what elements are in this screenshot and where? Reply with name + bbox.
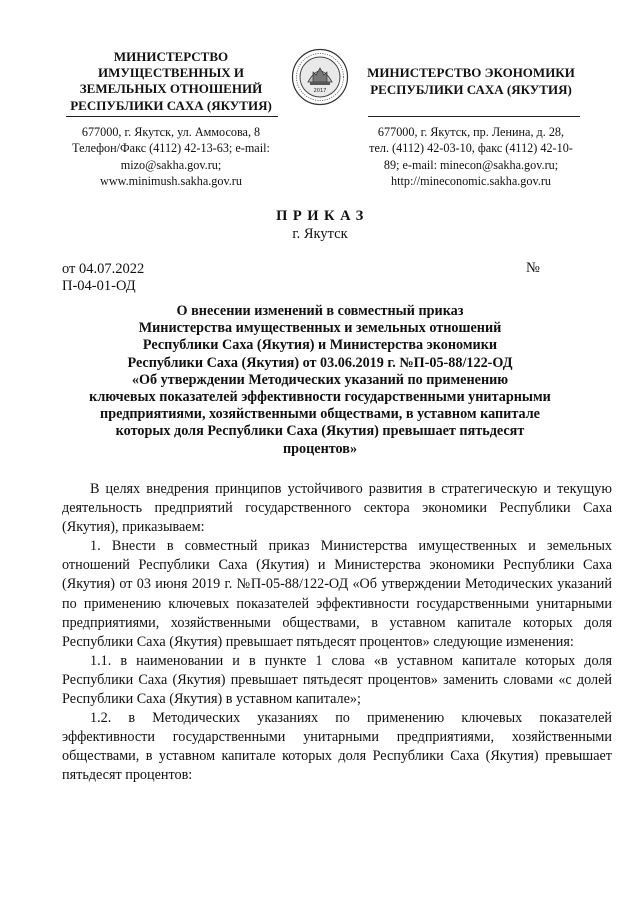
document-date: от 04.07.2022 bbox=[62, 261, 145, 277]
left-divider bbox=[66, 116, 278, 117]
right-organization-address bbox=[352, 124, 590, 190]
right-address-line: тел. (4112) 42-03-10, факс (4112) 42-10- bbox=[369, 141, 573, 156]
document-number: П-04-01-ОД bbox=[62, 278, 136, 294]
seal-year-text: 2017 bbox=[313, 88, 327, 94]
document-title bbox=[40, 303, 600, 458]
title-line: Республики Саха (Якутия) от 03.06.2019 г. №П-05-88/122-ОД bbox=[127, 354, 513, 371]
coat-of-arms-seal bbox=[291, 48, 349, 106]
left-address-line: Телефон/Факс (4112) 42-13-63; e-mail: bbox=[72, 141, 270, 156]
right-org-line: МИНИСТЕРСТВО ЭКОНОМИКИ bbox=[367, 65, 575, 80]
body-paragraph-item-1-2: 1.2. в Методических указаниях по применению ключевых показателей эффективности государственными унитарными предприятиями, хозяйственными обществами, в уставном капитале которых доля Республики Саха (Якутия) превышает пятьдесят процентов: bbox=[62, 710, 612, 784]
title-line: Республики Саха (Якутия) и Министерства экономики bbox=[142, 337, 498, 354]
left-organization-address bbox=[58, 124, 284, 190]
title-line: процентов» bbox=[282, 440, 358, 457]
document-body bbox=[62, 480, 612, 786]
left-organization-name bbox=[58, 49, 284, 114]
title-line: ключевых показателей эффективности государственными унитарными bbox=[89, 389, 551, 406]
title-line: предприятиями, хозяйственными обществами, в уставном капитале bbox=[100, 406, 540, 423]
title-line: которых доля Республики Саха (Якутия) превышает пятьдесят bbox=[115, 423, 525, 440]
left-org-line: ЗЕМЕЛЬНЫХ ОТНОШЕНИЙ bbox=[79, 81, 263, 97]
title-line: О внесении изменений в совместный приказ bbox=[176, 303, 464, 319]
title-line: Министерства имущественных и земельных отношений bbox=[138, 320, 502, 337]
left-org-line: ИМУЩЕСТВЕННЫХ И bbox=[97, 65, 244, 81]
right-address-line: 677000, г. Якутск, пр. Ленина, д. 28, bbox=[377, 125, 565, 139]
right-organization-name bbox=[354, 64, 588, 98]
left-address-line: 677000, г. Якутск, ул. Аммосова, 8 bbox=[81, 125, 261, 139]
right-org-line: РЕСПУБЛИКИ САХА (ЯКУТИЯ) bbox=[370, 82, 572, 97]
body-paragraph-item-1-1: 1.1. в наименовании и в пункте 1 слова «в уставном капитале которых доля Республики Саха (Якутия) превышает пятьдесят процентов» заменить словами «с долей Республики Саха (Якутия) в уставном капитале»; bbox=[62, 652, 612, 708]
right-address-line: 89; e-mail: minecon@sakha.gov.ru; bbox=[383, 157, 559, 172]
left-org-line: РЕСПУБЛИКИ САХА (ЯКУТИЯ) bbox=[70, 97, 272, 113]
title-line: «Об утверждении Методических указаний по применению bbox=[131, 371, 509, 388]
body-paragraph-item-1: 1. Внести в совместный приказ Министерства имущественных и земельных отношений Республики Саха (Якутия) и Министерства экономики Республики Саха (Якутия) от 03 июня 2019 г. №П-05-88/122-ОД «Об утверждении Методических указаний по применению ключевых показателей эффективности государственными унитарными предприятиями, хозяйственными обществами, в уставном капитале которых доля Республики Саха (Якутия) превышает пятьдесят процентов» следующие изменения: bbox=[62, 538, 612, 650]
right-address-line: http://mineconomic.sakha.gov.ru bbox=[391, 174, 551, 189]
coat-of-arms-icon bbox=[291, 48, 349, 106]
document-city: г. Якутск bbox=[292, 226, 348, 242]
document-number-label: № bbox=[526, 260, 540, 276]
left-address-line: mizo@sakha.gov.ru; bbox=[120, 157, 222, 172]
document-type: ПРИКАЗ bbox=[276, 208, 369, 224]
left-address-line: www.minimush.sakha.gov.ru bbox=[100, 174, 242, 189]
right-divider bbox=[368, 116, 580, 117]
left-org-line: МИНИСТЕРСТВО bbox=[113, 49, 229, 64]
body-paragraph-intro: В целях внедрения принципов устойчивого развития в стратегическую и текущую деятельность предприятий государственного сектора экономики Республики Саха (Якутия), приказываем: bbox=[62, 481, 612, 536]
